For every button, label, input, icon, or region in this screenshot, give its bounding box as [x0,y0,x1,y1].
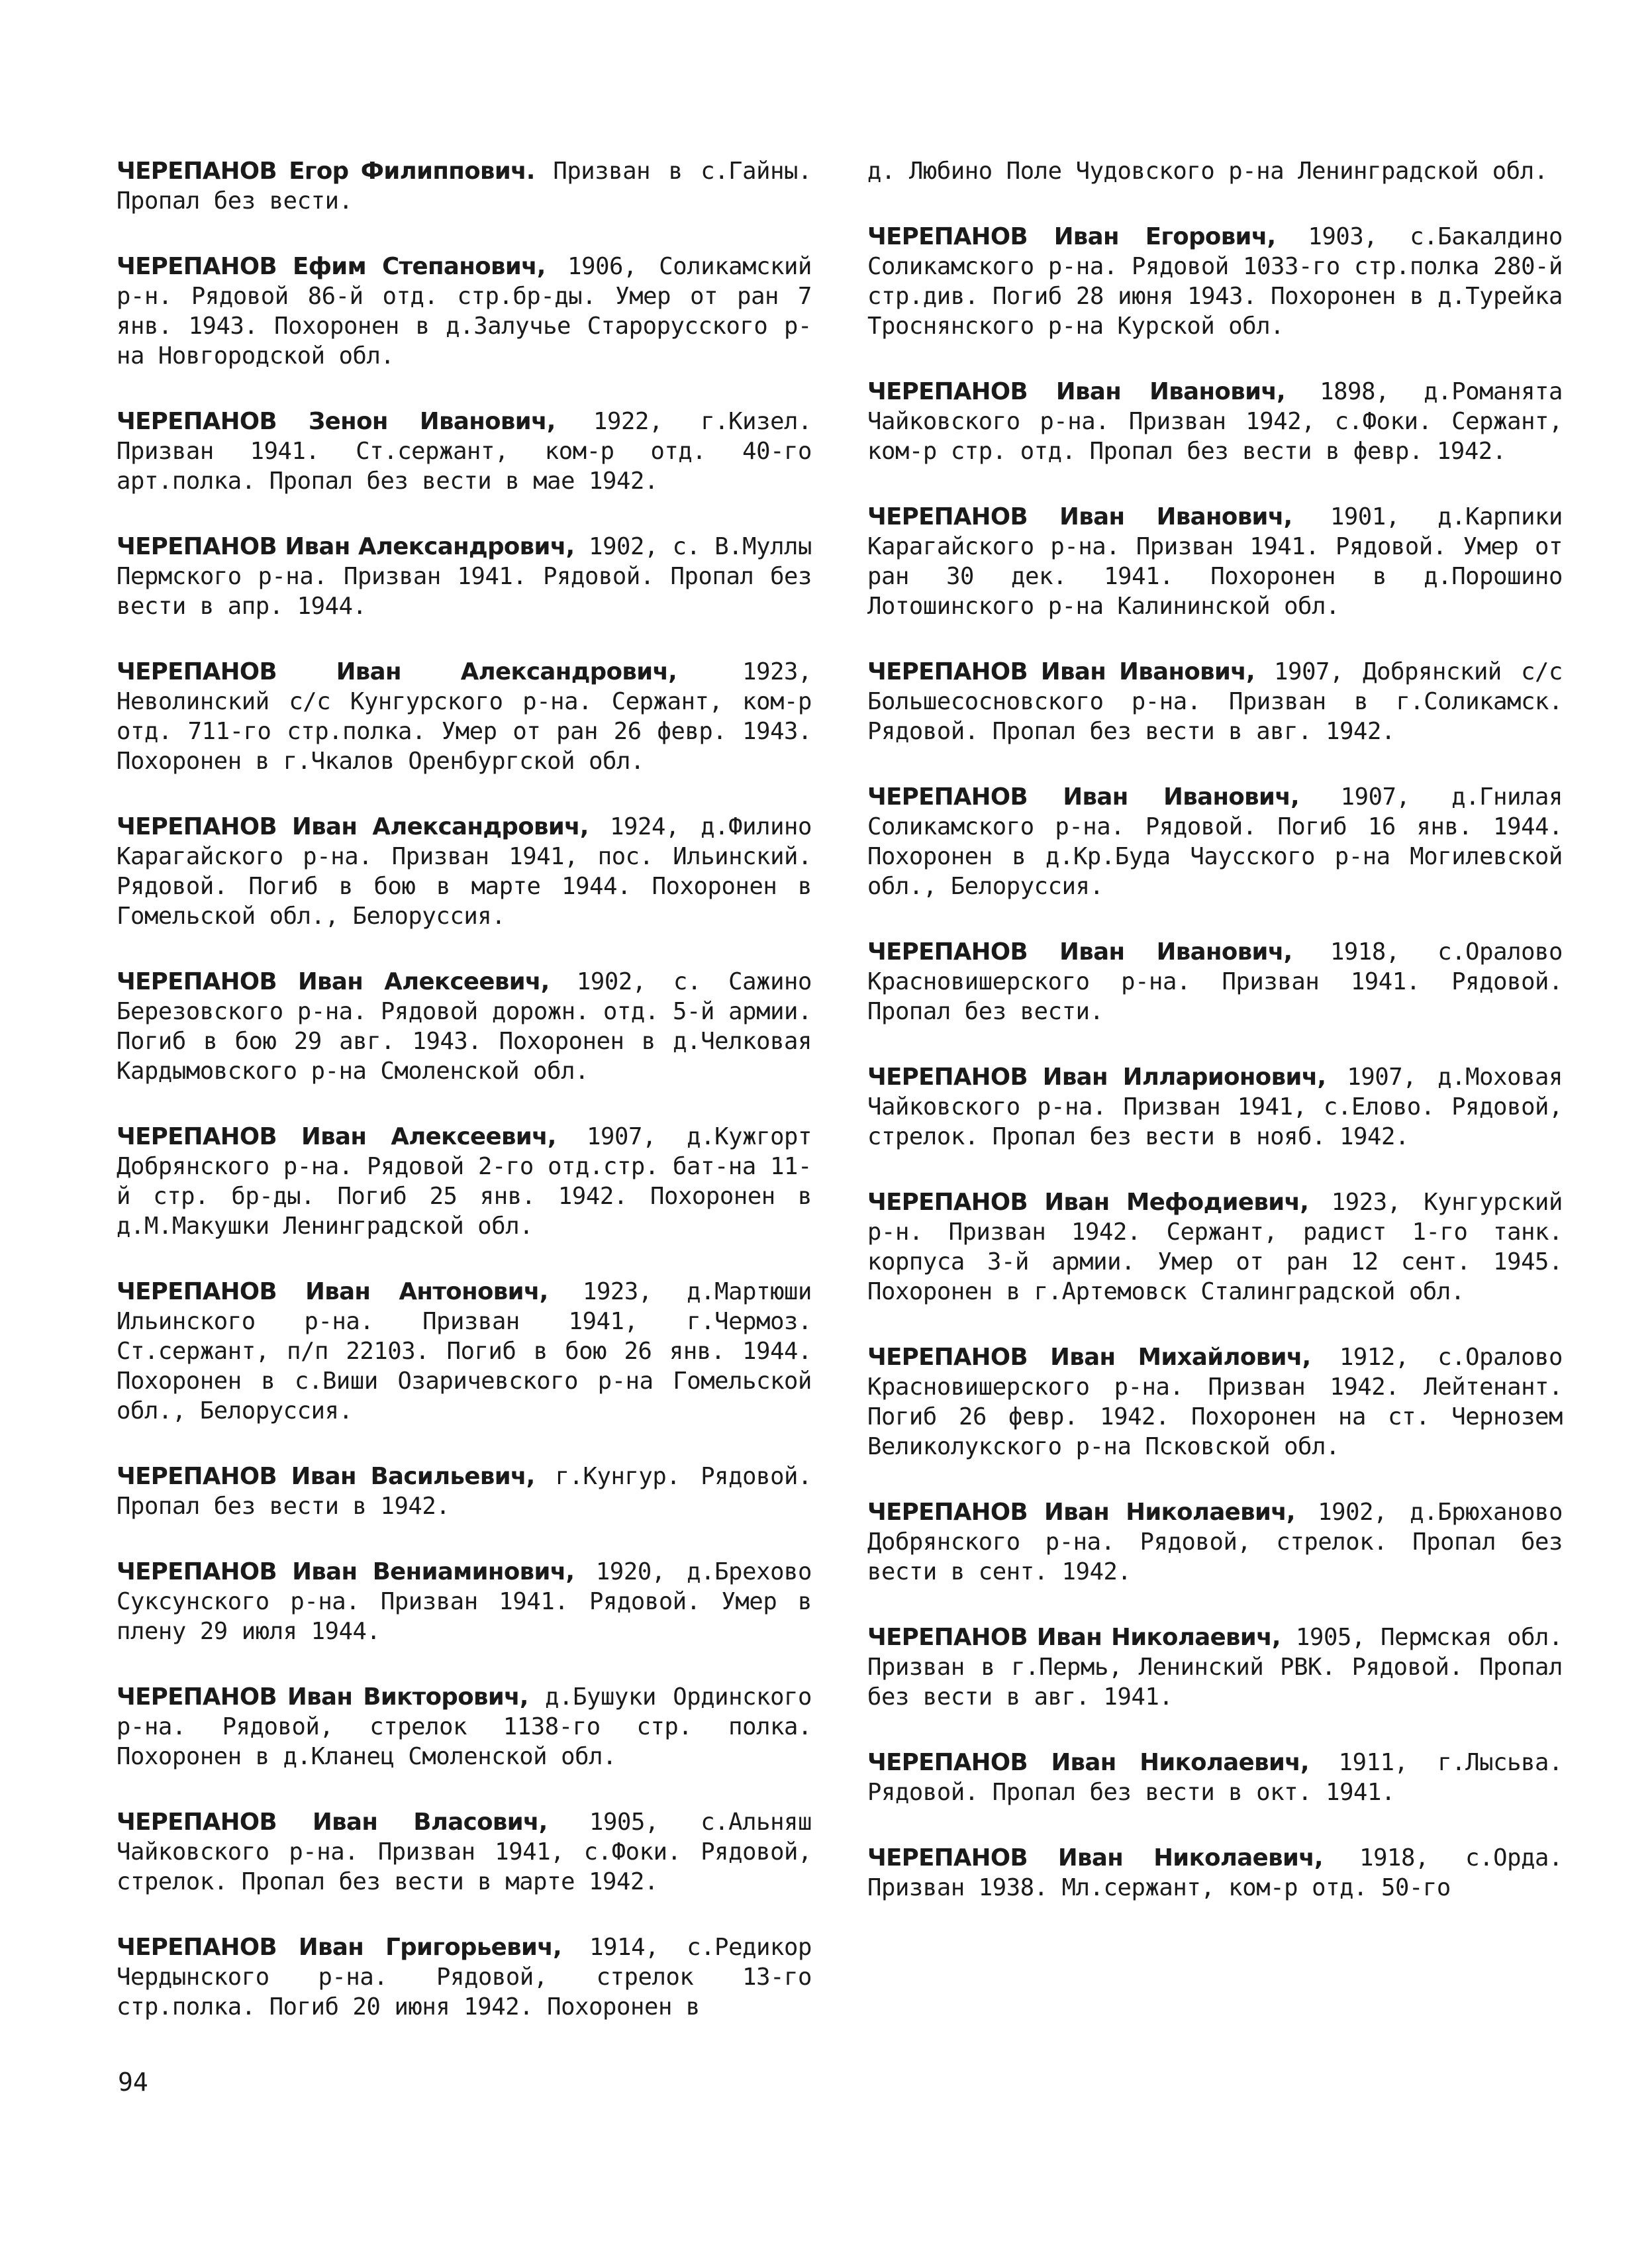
entry-text: г.Кунгур. Рядовой. Пропал без вести в 1942. [117,1463,812,1520]
entry [867,156,1563,186]
entry-name: ЧЕРЕПАНОВ Иван Власович, [117,1809,548,1836]
entry [867,1748,1563,1807]
entry-text: 1923, Кунгурский р-н. Призван 1942. Сержант, радист 1-го танк. корпуса 3-й армии. Умер от ран 12 сент. 1945. Похоронен в г.Артемовск Сталинградской обл. [867,1189,1563,1305]
entry-name: ЧЕРЕПАНОВ Иван Иванович, [867,658,1255,685]
entry-name: ЧЕРЕПАНОВ Иван Михайлович, [867,1344,1311,1371]
entry-name: ЧЕРЕПАНОВ Иван Егорович, [867,223,1276,250]
entry-name: ЧЕРЕПАНОВ Иван Антонович, [117,1278,548,1305]
entry-name: ЧЕРЕПАНОВ Иван Иванович, [867,503,1292,530]
entry-text: 1911, г.Лысьва. Рядовой. Пропал без вести в окт. 1941. [867,1749,1563,1806]
entry [867,377,1563,466]
entry-name: ЧЕРЕПАНОВ Иван Александрович, [117,658,677,685]
entry [117,407,812,496]
entry-text: 1907, д.Гнилая Соликамского р-на. Рядовой. Погиб 16 янв. 1944. Похоронен в д.Кр.Буда Чаусского р-на Могилевской обл., Белоруссия. [867,783,1563,900]
entry-name: ЧЕРЕПАНОВ Иван Мефодиевич, [867,1189,1309,1216]
entry-name: ЧЕРЕПАНОВ Иван Николаевич, [867,1844,1323,1872]
entry-text: 1902, с. Сажино Березовского р-на. Рядовой дорожн. отд. 5-й армии. Погиб в бою 29 авг. 1943. Похоронен в д.Челковая Кардымовского р-на Смоленской обл. [117,968,812,1085]
entry-text: 1907, д.Моховая Чайковского р-на. Призван 1941, с.Елово. Рядовой, стрелок. Пропал без вести в нояб. 1942. [867,1064,1563,1150]
entry-name: ЧЕРЕПАНОВ Иван Николаевич, [867,1499,1295,1526]
entry [117,657,812,776]
entry [117,1462,812,1521]
entry-text: 1906, Соликамский р-н. Рядовой 86-й отд. стр.бр-ды. Умер от ран 7 янв. 1943. Похоронен в д.Залучье Старорусского р-на Новгородской обл. [117,253,812,370]
entry-text: 1922, г.Кизел. Призван 1941. Ст.сержант, ком-р отд. 40-го арт.полка. Пропал без вести в мае 1942. [117,408,812,495]
entry [117,252,812,371]
entry-name: ЧЕРЕПАНОВ Иван Николаевич, [867,1624,1281,1651]
entry-text: 1912, с.Оралово Красновишерского р-на. Призван 1942. Лейтенант. Погиб 26 февр. 1942. Похоронен на ст. Чернозем Великолукского р-на Псковской обл. [867,1344,1563,1460]
entry [867,1187,1563,1307]
entry-name: ЧЕРЕПАНОВ Иван Александрович, [117,813,589,840]
entry-name: ЧЕРЕПАНОВ Иван Александрович, [117,533,575,560]
entry [867,937,1563,1026]
entry [867,782,1563,901]
entry-text: 1918, с.Орда. Призван 1938. Мл.сержант, ком-р отд. 50-го [867,1844,1563,1901]
entry [867,1497,1563,1587]
entry-name: ЧЕРЕПАНОВ Иван Илларионович, [867,1064,1326,1091]
entry [117,532,812,621]
entry [117,967,812,1086]
entry-text: 1914, с.Редикор Чердынского р-на. Рядовой, стрелок 13-го стр.полка. Погиб 20 июня 1942. Похоронен в [117,1934,812,2021]
entry [117,1932,812,2022]
entry-text: 1907, Добрянский с/с Большесосновского р-на. Призван в г.Соликамск. Рядовой. Пропал без вести в авг. 1942. [867,658,1563,745]
entry-name: ЧЕРЕПАНОВ Ефим Степанович, [117,253,546,280]
entry-text: 1923, Неволинский с/с Кунгурского р-на. Сержант, ком-р отд. 711-го стр.полка. Умер от ран 26 февр. 1943. Похоронен в г.Чкалов Оренбургской обл. [117,658,812,775]
entry [867,502,1563,621]
entry [867,1062,1563,1152]
entry-text: 1902, д.Брюханово Добрянского р-на. Рядовой, стрелок. Пропал без вести в сент. 1942. [867,1499,1563,1585]
entry-text: 1898, д.Романята Чайковского р-на. Призван 1942, с.Фоки. Сержант, ком-р стр. отд. Пропал без вести в февр. 1942. [867,378,1563,465]
entry [117,1807,812,1897]
entry-name: ЧЕРЕПАНОВ Зенон Иванович, [117,408,556,435]
page-number: 94 [118,2068,148,2097]
entry-text: 1924, д.Филино Карагайского р-на. Призван 1941, пос. Ильинский. Рядовой. Погиб в бою в марте 1944. Похоронен в Гомельской обл., Белоруссия. [117,813,812,930]
entry-text: 1901, д.Карпики Карагайского р-на. Призван 1941. Рядовой. Умер от ран 30 дек. 1941. Похоронен в д.Порошино Лотошинского р-на Калининской обл. [867,503,1563,620]
entry [117,1122,812,1241]
entry-text: 1920, д.Брехово Суксунского р-на. Призван 1941. Рядовой. Умер в плену 29 июля 1944. [117,1558,812,1645]
entry-name: ЧЕРЕПАНОВ Иван Иванович, [867,783,1299,811]
entry [867,222,1563,341]
left-column [117,156,812,2058]
entry [117,812,812,931]
entry-text: Призван в с.Гайны. Пропал без вести. [117,158,812,215]
entry-name: ЧЕРЕПАНОВ Иван Николаевич, [867,1749,1309,1776]
entry-name: ЧЕРЕПАНОВ Иван Алексеевич, [117,968,550,995]
entry-name: ЧЕРЕПАНОВ Иван Иванович, [867,938,1292,966]
entry [117,1277,812,1426]
entry-name: ЧЕРЕПАНОВ Иван Вениаминович, [117,1558,575,1585]
entry-name: ЧЕРЕПАНОВ Иван Алексеевич, [117,1123,556,1150]
entry-name: ЧЕРЕПАНОВ Иван Викторович, [117,1683,528,1711]
right-column [867,156,1563,1938]
entry [117,1682,812,1772]
entry-name: ЧЕРЕПАНОВ Иван Васильевич, [117,1463,535,1490]
entry [867,1623,1563,1712]
entry [117,156,812,216]
entry-text: д. Любино Поле Чудовского р-на Ленинградской обл. [867,158,1548,185]
entry-text: 1918, с.Оралово Красновишерского р-на. Призван 1941. Рядовой. Пропал без вести. [867,938,1563,1025]
entry [117,1557,812,1646]
entry-text: д.Бушуки Ординского р-на. Рядовой, стрелок 1138-го стр. полка. Похоронен в д.Кланец Смоленской обл. [117,1683,812,1770]
entry [867,1342,1563,1462]
entry-text: 1905, с.Альняш Чайковского р-на. Призван 1941, с.Фоки. Рядовой, стрелок. Пропал без вести в марте 1942. [117,1809,812,1895]
entry-name: ЧЕРЕПАНОВ Егор Филиппович. [117,158,535,185]
entry-text: 1903, с.Бакалдино Соликамского р-на. Рядовой 1033-го стр.полка 280-й стр.див. Погиб 28 июня 1943. Похоронен в д.Турейка Троснянского р-на Курской обл. [867,223,1563,340]
entry-text: 1907, д.Кужгорт Добрянского р-на. Рядовой 2-го отд.стр. бат-на 11-й стр. бр-ды. Погиб 25 янв. 1942. Похоронен в д.М.Макушки Ленинградской обл. [117,1123,812,1240]
entry-name: ЧЕРЕПАНОВ Иван Иванович, [867,378,1286,405]
entry [867,657,1563,746]
entry-text: 1923, д.Мартюши Ильинского р-на. Призван 1941, г.Чермоз. Ст.сержант, п/п 22103. Погиб в бою 26 янв. 1944. Похоронен в с.Виши Озаричевского р-на Гомельской обл., Белоруссия. [117,1278,812,1424]
entry-text: 1902, с. В.Муллы Пермского р-на. Призван 1941. Рядовой. Пропал без вести в апр. 1944. [117,533,812,620]
entry [867,1843,1563,1903]
entry-text: 1905, Пермская обл. Призван в г.Пермь, Ленинский РВК. Рядовой. Пропал без вести в авг. 1941. [867,1624,1563,1711]
entry-name: ЧЕРЕПАНОВ Иван Григорьевич, [117,1934,561,1961]
